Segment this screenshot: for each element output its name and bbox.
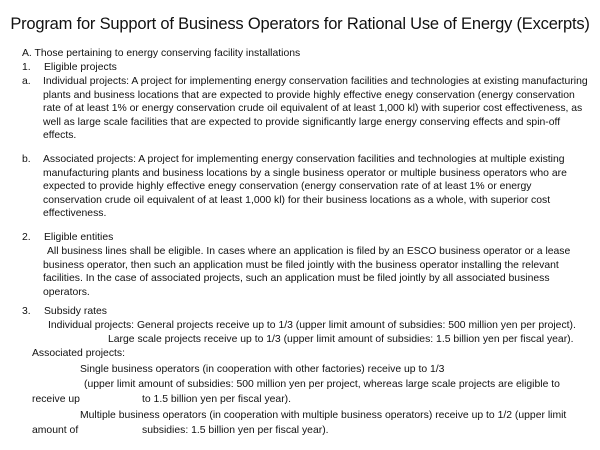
single-operators-line-1: Single business operators (in cooperation with other factories) receive up to 1/3: [80, 364, 445, 375]
multiple-operators-line-1: Multiple business operators (in cooperation with multiple business operators) receive up to 1/2 (upper limit: [80, 410, 567, 421]
item-3-number: 3.: [22, 306, 31, 317]
item-1b-text: Associated projects: A project for implementing energy conservation facilities and technologies at multiple existing manufacturing plants and business locations by a single business operator or multiple business operators who are expected to provide highly effective enegy conservation (energy conservation rate of at least 1% or energy conservation crude oil equivalent of at least 1,000 kl) for their business locations as a whole, with superior cost effectiveness.: [43, 154, 567, 220]
document-title: Program for Support of Business Operators for Rational Use of Energy (Excerpts): [10, 15, 590, 33]
multiple-operators-line-2b: subsidies: 1.5 billion yen per fiscal year).: [142, 425, 329, 436]
item-3-heading: Subsidy rates: [44, 306, 107, 317]
single-operators-line-3a: receive up: [32, 394, 80, 405]
item-1b-marker: b.: [22, 154, 31, 165]
item-1a-marker: a.: [22, 76, 31, 87]
item-2-heading: Eligible entities: [44, 232, 114, 243]
individual-projects-rate: Individual projects: General projects receive up to 1/3 (upper limit amount of subsidies: 500 million yen per project).: [48, 320, 576, 331]
large-scale-projects-rate: Large scale projects receive up to 1/3 (upper limit amount of subsidies: 1.5 billion yen per fiscal year).: [108, 334, 574, 345]
single-operators-line-3b: to 1.5 billion yen per fiscal year).: [142, 394, 292, 405]
item-2-text: All business lines shall be eligible. In cases where an application is filed by an ESCO business operator or a lease business operator, then such an application must be filed jointly with the business operator installing the relevant facilities. In the case of associated projects, such an application must be filed jointly by all associated business operators.: [43, 246, 571, 298]
multiple-operators-line-2a: amount of: [32, 425, 79, 436]
item-1-heading: Eligible projects: [44, 62, 117, 73]
associated-projects-heading: Associated projects:: [32, 348, 125, 359]
section-a-heading: A. Those pertaining to energy conserving facility installations: [22, 48, 301, 59]
item-2-number: 2.: [22, 232, 31, 243]
single-operators-line-2: (upper limit amount of subsidies: 500 million yen per project, whereas large scale projects are eligible to: [84, 379, 560, 390]
item-1-number: 1.: [22, 62, 31, 73]
item-1a-text: Individual projects: A project for implementing energy conservation facilities and technologies at existing manufacturing plants and business locations that are expected to provide highly effective enegy conservation (energy conservation rate of at least 1% or energy conservation crude oil equivalent of at least 1,000 kl) with superior cost effectiveness, as well as large scale facilities that are expected to provide significantly large energy conserving effects and spin-off effects.: [43, 76, 588, 142]
